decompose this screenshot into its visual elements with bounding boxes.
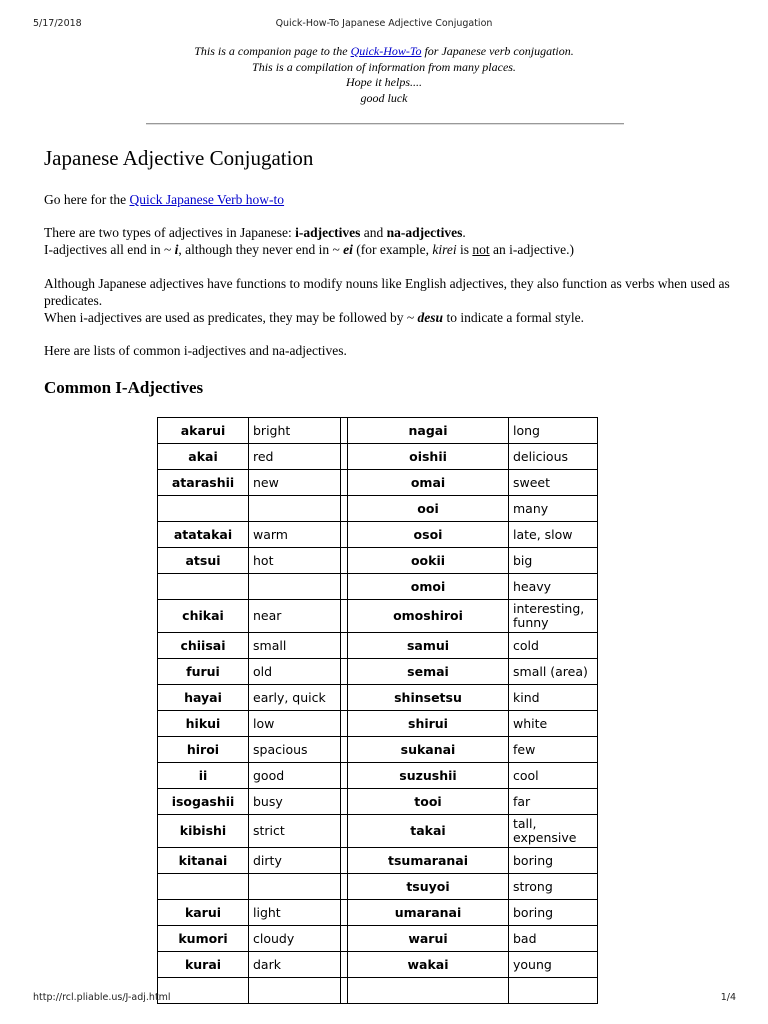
adjective-cell: warui <box>348 926 509 952</box>
horizontal-rule <box>146 123 624 125</box>
table-row <box>158 789 598 815</box>
meaning-cell: cold <box>509 633 598 659</box>
meaning-cell: delicious <box>509 444 598 470</box>
meaning-cell: dark <box>249 952 341 978</box>
adjective-cell <box>158 874 249 900</box>
table-row <box>158 470 598 496</box>
intro-line-1: This is a companion page to the Quick-How-To for Japanese verb conjugation. <box>194 44 574 58</box>
quick-how-to-link[interactable]: Quick-How-To <box>350 44 422 58</box>
spacer-cell <box>341 496 348 522</box>
adjective-cell: hiroi <box>158 737 249 763</box>
adjective-cell: wakai <box>348 952 509 978</box>
spacer-cell <box>341 711 348 737</box>
meaning-cell: near <box>249 600 341 633</box>
adjective-cell: sukanai <box>348 737 509 763</box>
spacer-cell <box>341 763 348 789</box>
table-row <box>158 418 598 444</box>
table-row <box>158 737 598 763</box>
meaning-cell <box>249 874 341 900</box>
adjective-cell: hikui <box>158 711 249 737</box>
spacer-cell <box>341 978 348 1004</box>
meaning-cell <box>249 978 341 1004</box>
meaning-cell: busy <box>249 789 341 815</box>
meaning-cell: sweet <box>509 470 598 496</box>
verb-how-to-link[interactable]: Quick Japanese Verb how-to <box>129 192 285 207</box>
meaning-cell: young <box>509 952 598 978</box>
adjective-cell <box>158 574 249 600</box>
spacer-cell <box>341 659 348 685</box>
meaning-cell: bad <box>509 926 598 952</box>
adjective-cell: ookii <box>348 548 509 574</box>
meaning-cell <box>249 496 341 522</box>
spacer-cell <box>341 952 348 978</box>
spacer-cell <box>341 815 348 848</box>
adjective-cell: atatakai <box>158 522 249 548</box>
types-paragraph: There are two types of adjectives in Japanese: i-adjectives and na-adjectives. I-adjectives all end in ~ i, although they never end in ~ ei (for example, kirei is not an i-adjective.) <box>44 225 575 257</box>
table-row <box>158 848 598 874</box>
adjective-cell: akarui <box>158 418 249 444</box>
meaning-cell: big <box>509 548 598 574</box>
adjective-cell: furui <box>158 659 249 685</box>
adjective-cell: nagai <box>348 418 509 444</box>
meaning-cell: dirty <box>249 848 341 874</box>
adjective-cell: suzushii <box>348 763 509 789</box>
spacer-cell <box>341 926 348 952</box>
adjective-cell: kitanai <box>158 848 249 874</box>
table-row <box>158 900 598 926</box>
spacer-cell <box>341 848 348 874</box>
spacer-cell <box>341 900 348 926</box>
adjective-cell: kurai <box>158 952 249 978</box>
adjective-cell: kibishi <box>158 815 249 848</box>
meaning-cell: white <box>509 711 598 737</box>
table-row <box>158 926 598 952</box>
adjective-cell <box>158 978 249 1004</box>
na-adjectives-term: na-adjectives <box>386 225 463 240</box>
meaning-cell: tall, expensive <box>509 815 598 848</box>
meaning-cell: strict <box>249 815 341 848</box>
adjective-cell: tsuyoi <box>348 874 509 900</box>
meaning-cell: new <box>249 470 341 496</box>
table-row <box>158 444 598 470</box>
spacer-cell <box>341 574 348 600</box>
spacer-cell <box>341 633 348 659</box>
adjective-cell: kumori <box>158 926 249 952</box>
meaning-cell: boring <box>509 900 598 926</box>
meaning-cell: spacious <box>249 737 341 763</box>
table-row <box>158 600 598 633</box>
meaning-cell: cool <box>509 763 598 789</box>
adjective-cell: ii <box>158 763 249 789</box>
meaning-cell: late, slow <box>509 522 598 548</box>
print-header <box>0 14 768 30</box>
meaning-cell: few <box>509 737 598 763</box>
table-row <box>158 522 598 548</box>
adjective-cell: tooi <box>348 789 509 815</box>
adjective-cell: osoi <box>348 522 509 548</box>
adjective-cell: atarashii <box>158 470 249 496</box>
spacer-cell <box>341 522 348 548</box>
intro-line-4: good luck <box>360 90 408 105</box>
meaning-cell: early, quick <box>249 685 341 711</box>
meaning-cell: strong <box>509 874 598 900</box>
adjective-cell <box>158 496 249 522</box>
i-adjectives-term: i-adjectives <box>295 225 361 240</box>
meaning-cell: small <box>249 633 341 659</box>
intro-line-2: This is a compilation of information from many places. <box>252 59 516 74</box>
spacer-cell <box>341 685 348 711</box>
meaning-cell: small (area) <box>509 659 598 685</box>
table-row <box>158 633 598 659</box>
meaning-cell: kind <box>509 685 598 711</box>
adjective-cell: oishii <box>348 444 509 470</box>
adjective-cell: umaranai <box>348 900 509 926</box>
meaning-cell: good <box>249 763 341 789</box>
adjective-cell: semai <box>348 659 509 685</box>
adjective-cell: omoshiroi <box>348 600 509 633</box>
meaning-cell: hot <box>249 548 341 574</box>
adjective-cell: tsumaranai <box>348 848 509 874</box>
spacer-cell <box>341 418 348 444</box>
table-row <box>158 711 598 737</box>
adjective-cell: ooi <box>348 496 509 522</box>
table-row <box>158 952 598 978</box>
table-row <box>158 574 598 600</box>
adjective-cell: isogashii <box>158 789 249 815</box>
meaning-cell <box>509 978 598 1004</box>
spacer-cell <box>341 737 348 763</box>
adjective-cell: karui <box>158 900 249 926</box>
meaning-cell: warm <box>249 522 341 548</box>
adjective-cell: akai <box>158 444 249 470</box>
lists-note: Here are lists of common i-adjectives and na-adjectives. <box>44 343 347 358</box>
spacer-cell <box>341 874 348 900</box>
meaning-cell: low <box>249 711 341 737</box>
adjective-cell: samui <box>348 633 509 659</box>
meaning-cell: boring <box>509 848 598 874</box>
adjective-cell: hayai <box>158 685 249 711</box>
spacer-cell <box>341 548 348 574</box>
meaning-cell: old <box>249 659 341 685</box>
table-row <box>158 548 598 574</box>
spacer-cell <box>341 444 348 470</box>
meaning-cell: red <box>249 444 341 470</box>
go-here-paragraph: Go here for the Quick Japanese Verb how-to <box>44 192 285 207</box>
meaning-cell: heavy <box>509 574 598 600</box>
adjective-cell: chiisai <box>158 633 249 659</box>
print-title: Quick-How-To Japanese Adjective Conjugation <box>275 18 493 29</box>
spacer-cell <box>341 600 348 633</box>
meaning-cell: light <box>249 900 341 926</box>
table-row <box>158 685 598 711</box>
table-row <box>158 496 598 522</box>
page-title: Japanese Adjective Conjugation <box>44 146 314 170</box>
adjective-cell: atsui <box>158 548 249 574</box>
table-row <box>158 874 598 900</box>
table-row <box>158 763 598 789</box>
meaning-cell <box>249 574 341 600</box>
adjective-cell <box>348 978 509 1004</box>
intro-line-3: Hope it helps.... <box>346 75 422 90</box>
print-page-number: 1/4 <box>720 992 736 1003</box>
print-url: http://rcl.pliable.us/J-adj.html <box>33 992 171 1003</box>
i-adjectives-table <box>157 417 598 1004</box>
adjective-cell: shinsetsu <box>348 685 509 711</box>
adjective-cell: omoi <box>348 574 509 600</box>
meaning-cell: bright <box>249 418 341 444</box>
table-row <box>158 978 598 1004</box>
predicates-paragraph: Although Japanese adjectives have functions to modify nouns like English adjectives, they also function as verbs when used as predicates. When i-adjectives are used as predicates, they may be followed by ~ desu to indicate a formal style. <box>44 276 730 325</box>
section-heading: Common I-Adjectives <box>44 378 204 397</box>
adjective-cell: shirui <box>348 711 509 737</box>
meaning-cell: interesting, funny <box>509 600 598 633</box>
meaning-cell: far <box>509 789 598 815</box>
adjective-cell: omai <box>348 470 509 496</box>
meaning-cell: cloudy <box>249 926 341 952</box>
intro-block <box>0 44 768 106</box>
spacer-cell <box>341 470 348 496</box>
spacer-cell <box>341 789 348 815</box>
adjective-cell: takai <box>348 815 509 848</box>
table-row <box>158 659 598 685</box>
meaning-cell: long <box>509 418 598 444</box>
meaning-cell: many <box>509 496 598 522</box>
adjective-cell: chikai <box>158 600 249 633</box>
print-date: 5/17/2018 <box>33 18 82 29</box>
table-row <box>158 815 598 848</box>
